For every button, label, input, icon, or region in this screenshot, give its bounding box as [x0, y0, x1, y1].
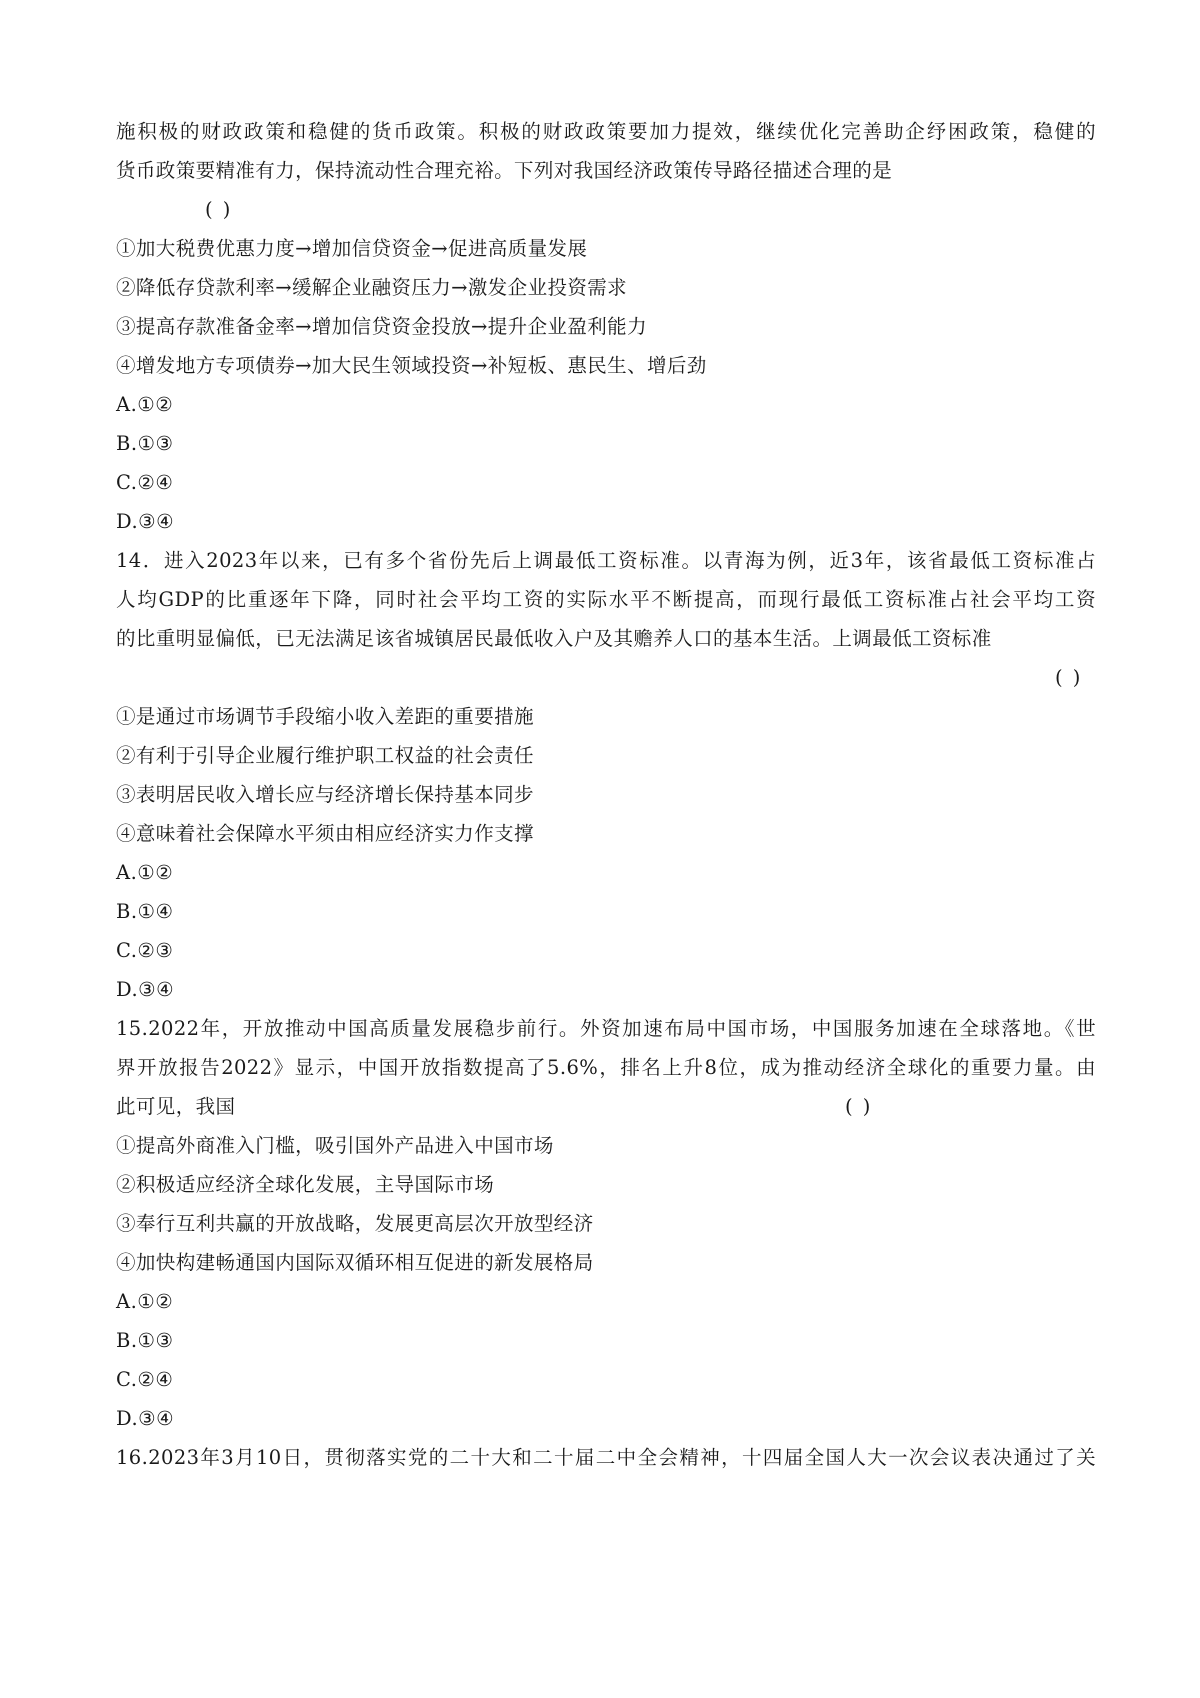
question-15-stem-line-2: 界开放报告2022》显示，中国开放指数提高了5.6%，排名上升8位，成为推动经济全球化的重要力量。由	[116, 1056, 1096, 1079]
question-13-item-1: ①加大税费优惠力度→增加信贷资金→促进高质量发展	[116, 237, 588, 260]
question-15-option-b: B.①③	[116, 1329, 174, 1352]
question-15-option-d: D.③④	[116, 1407, 175, 1430]
question-14-option-c: C.②③	[116, 939, 174, 962]
question-15-answer-paren: ( )	[845, 1095, 873, 1118]
question-14-option-a: A.①②	[116, 861, 174, 884]
question-14-answer-paren: ( )	[1055, 666, 1083, 689]
question-14-item-1: ①是通过市场调节手段缩小收入差距的重要措施	[116, 705, 534, 728]
question-13-item-3: ③提高存款准备金率→增加信贷资金投放→提升企业盈利能力	[116, 315, 647, 338]
question-14-stem-line-1: 14．进入2023年以来，已有多个省份先后上调最低工资标准。以青海为例，近3年，该省最低工资标准占	[116, 549, 1096, 572]
question-13-option-c: C.②④	[116, 471, 174, 494]
question-13-answer-paren: ( )	[205, 198, 233, 221]
question-13-stem-line-1: 施积极的财政政策和稳健的货币政策。积极的财政政策要加力提效，继续优化完善助企纾困政策，稳健的	[116, 120, 1096, 143]
question-15-item-1: ①提高外商准入门槛，吸引国外产品进入中国市场	[116, 1134, 554, 1157]
question-14-stem-line-2: 人均GDP的比重逐年下降，同时社会平均工资的实际水平不断提高，而现行最低工资标准占社会平均工资	[116, 588, 1096, 611]
question-15-item-3: ③奉行互利共赢的开放战略，发展更高层次开放型经济	[116, 1212, 594, 1235]
question-14-option-d: D.③④	[116, 978, 175, 1001]
question-13-item-4: ④增发地方专项债券→加大民生领域投资→补短板、惠民生、增后劲	[116, 354, 707, 377]
question-15-option-c: C.②④	[116, 1368, 174, 1391]
question-15-option-a: A.①②	[116, 1290, 174, 1313]
question-13-option-d: D.③④	[116, 510, 175, 533]
question-15-item-2: ②积极适应经济全球化发展，主导国际市场	[116, 1173, 495, 1196]
question-14-stem-line-3: 的比重明显偏低，已无法满足该省城镇居民最低收入户及其赡养人口的基本生活。上调最低工资标准	[116, 627, 992, 650]
question-15-stem-line-3: 此可见，我国	[116, 1095, 236, 1118]
question-13-option-b: B.①③	[116, 432, 174, 455]
question-14-item-2: ②有利于引导企业履行维护职工权益的社会责任	[116, 744, 534, 767]
question-16-stem-line-1: 16.2023年3月10日，贯彻落实党的二十大和二十届二中全会精神，十四届全国人大一次会议表决通过了关	[116, 1446, 1096, 1469]
question-13-stem-line-2: 货币政策要精准有力，保持流动性合理充裕。下列对我国经济政策传导路径描述合理的是	[116, 159, 893, 182]
question-15-stem-line-1: 15.2022年，开放推动中国高质量发展稳步前行。外资加速布局中国市场，中国服务加速在全球落地。《世	[116, 1017, 1096, 1040]
question-14-option-b: B.①④	[116, 900, 174, 923]
question-13-option-a: A.①②	[116, 393, 174, 416]
question-13-item-2: ②降低存贷款利率→缓解企业融资压力→激发企业投资需求	[116, 276, 628, 299]
question-14-item-4: ④意味着社会保障水平须由相应经济实力作支撑	[116, 822, 534, 845]
question-14-item-3: ③表明居民收入增长应与经济增长保持基本同步	[116, 783, 534, 806]
question-15-item-4: ④加快构建畅通国内国际双循环相互促进的新发展格局	[116, 1251, 594, 1274]
